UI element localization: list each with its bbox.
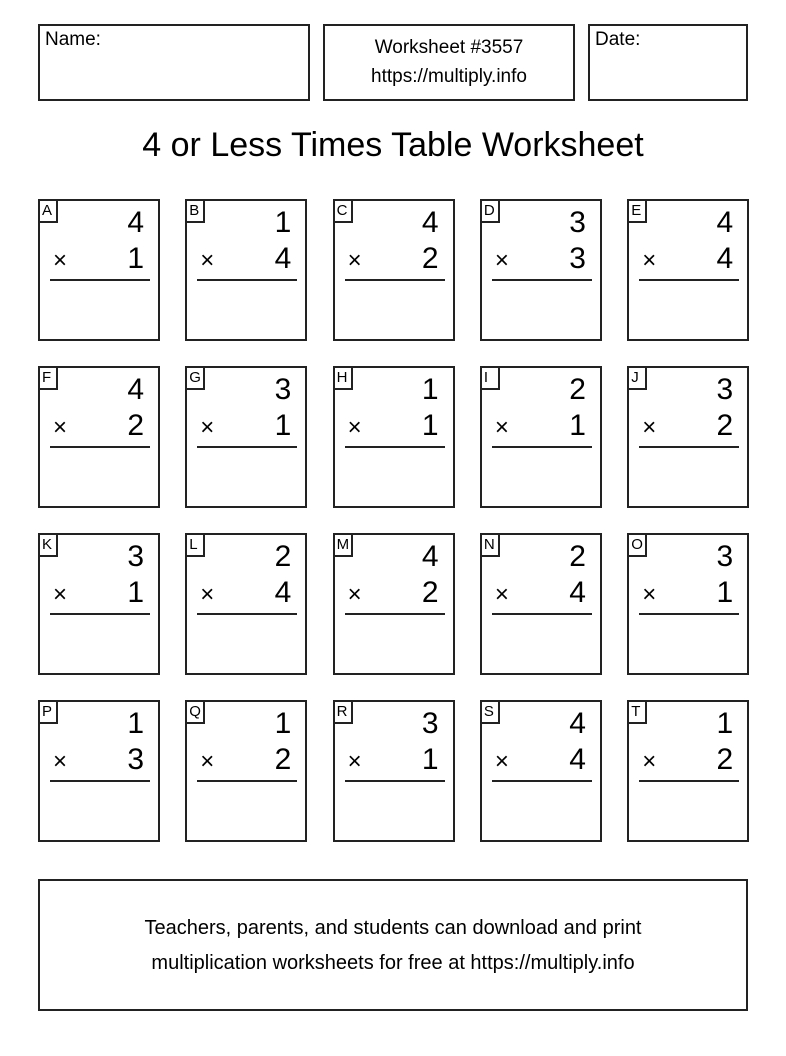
multiply-sign-icon: × — [642, 247, 657, 274]
problem-label: M — [335, 535, 353, 557]
multiplier: 2 — [421, 242, 439, 275]
multiply-sign-icon: × — [200, 581, 215, 608]
multiplicand: 1 — [274, 206, 292, 239]
multiplicand: 1 — [716, 707, 734, 740]
multiplicand: 4 — [421, 540, 439, 573]
multiplier: 2 — [716, 743, 734, 776]
multiplier: 3 — [127, 743, 144, 776]
problem-box[interactable] — [480, 700, 602, 842]
multiplier: 2 — [421, 576, 439, 609]
problem-box[interactable] — [38, 366, 160, 508]
problem-box[interactable] — [480, 366, 602, 508]
multiplicand: 4 — [127, 373, 144, 406]
multiplicand: 2 — [569, 540, 586, 573]
problem-box[interactable] — [333, 366, 455, 508]
answer-line — [492, 446, 592, 448]
multiplier: 2 — [274, 743, 292, 776]
answer-line — [197, 613, 297, 615]
multiply-sign-icon: × — [642, 581, 657, 608]
problem-label: E — [629, 201, 647, 223]
answer-line — [197, 446, 297, 448]
problem-box[interactable] — [38, 533, 160, 675]
problem-label: Q — [187, 702, 205, 724]
multiply-sign-icon: × — [53, 581, 68, 608]
answer-line — [345, 613, 445, 615]
multiplier: 1 — [127, 576, 144, 609]
problem-label: N — [482, 535, 500, 557]
multiplier: 1 — [127, 242, 144, 275]
date-label: Date: — [595, 29, 641, 50]
multiply-sign-icon: × — [494, 247, 509, 274]
multiplier: 2 — [716, 409, 734, 442]
multiplicand: 3 — [569, 206, 586, 239]
answer-line — [639, 279, 739, 281]
multiply-sign-icon: × — [347, 414, 362, 441]
multiplier: 4 — [569, 576, 586, 609]
answer-line — [50, 279, 150, 281]
multiplicand: 4 — [569, 707, 586, 740]
multiplicand: 4 — [421, 206, 439, 239]
problem-box[interactable] — [38, 700, 160, 842]
multiplicand: 1 — [127, 707, 144, 740]
multiplicand: 3 — [716, 373, 734, 406]
multiplicand: 3 — [421, 707, 439, 740]
multiply-sign-icon: × — [347, 247, 362, 274]
problem-box[interactable] — [627, 533, 749, 675]
problem-box[interactable] — [38, 199, 160, 341]
answer-line — [197, 780, 297, 782]
footer-box — [38, 879, 748, 1011]
problem-box[interactable] — [185, 533, 307, 675]
problem-box[interactable] — [480, 199, 602, 341]
problem-label: L — [187, 535, 205, 557]
problem-label: K — [40, 535, 58, 557]
problem-box[interactable] — [333, 199, 455, 341]
worksheet-number: Worksheet #3557 — [374, 37, 524, 58]
answer-line — [492, 780, 592, 782]
problem-label: C — [335, 201, 353, 223]
multiplier: 4 — [274, 242, 292, 275]
problem-box[interactable] — [480, 533, 602, 675]
problem-box[interactable] — [627, 199, 749, 341]
name-label: Name: — [45, 29, 101, 50]
multiplicand: 2 — [274, 540, 292, 573]
problem-box[interactable] — [627, 366, 749, 508]
answer-line — [639, 446, 739, 448]
answer-line — [50, 613, 150, 615]
name-field[interactable] — [38, 24, 310, 101]
problem-label: F — [40, 368, 58, 390]
footer-line-1: Teachers, parents, and students can download and print — [144, 917, 642, 939]
multiply-sign-icon: × — [494, 581, 509, 608]
problem-label: S — [482, 702, 500, 724]
multiplier: 1 — [274, 409, 292, 442]
footer-line-2: multiplication worksheets for free at https://multiply.info — [151, 952, 635, 974]
multiplier: 2 — [127, 409, 144, 442]
problem-label: R — [335, 702, 353, 724]
answer-line — [197, 279, 297, 281]
answer-line — [639, 780, 739, 782]
problem-label: H — [335, 368, 353, 390]
answer-line — [345, 780, 445, 782]
answer-line — [492, 613, 592, 615]
answer-line — [345, 279, 445, 281]
multiply-sign-icon: × — [200, 748, 215, 775]
problem-label: G — [187, 368, 205, 390]
answer-line — [50, 446, 150, 448]
multiplier: 1 — [421, 743, 439, 776]
multiplicand: 2 — [569, 373, 586, 406]
multiplier: 3 — [569, 242, 586, 275]
multiply-sign-icon: × — [347, 748, 362, 775]
problem-box[interactable] — [333, 533, 455, 675]
multiply-sign-icon: × — [53, 414, 68, 441]
problem-box[interactable] — [627, 700, 749, 842]
multiplier: 1 — [716, 576, 734, 609]
multiplier: 4 — [569, 743, 586, 776]
problem-label: T — [629, 702, 647, 724]
multiplicand: 4 — [716, 206, 734, 239]
problem-label: I — [482, 368, 500, 390]
answer-line — [492, 279, 592, 281]
answer-line — [345, 446, 445, 448]
multiplier: 4 — [274, 576, 292, 609]
problem-box[interactable] — [185, 700, 307, 842]
problem-box[interactable] — [333, 700, 455, 842]
answer-line — [639, 613, 739, 615]
multiplier: 4 — [716, 242, 734, 275]
problem-label: P — [40, 702, 58, 724]
multiplicand: 3 — [274, 373, 292, 406]
worksheet-info-box — [323, 24, 575, 101]
problem-label: A — [40, 201, 58, 223]
multiply-sign-icon: × — [642, 748, 657, 775]
multiply-sign-icon: × — [200, 247, 215, 274]
problem-label: D — [482, 201, 500, 223]
problem-box[interactable] — [185, 366, 307, 508]
multiplicand: 1 — [274, 707, 292, 740]
multiply-sign-icon: × — [200, 414, 215, 441]
problem-label: J — [629, 368, 647, 390]
problem-box[interactable] — [185, 199, 307, 341]
date-field[interactable] — [588, 24, 748, 101]
problem-label: B — [187, 201, 205, 223]
answer-line — [50, 780, 150, 782]
multiplier: 1 — [421, 409, 439, 442]
multiplicand: 4 — [127, 206, 144, 239]
multiply-sign-icon: × — [642, 414, 657, 441]
multiplicand: 1 — [421, 373, 439, 406]
multiplier: 1 — [569, 409, 586, 442]
multiplicand: 3 — [716, 540, 734, 573]
worksheet-url: https://multiply.info — [371, 66, 527, 87]
multiply-sign-icon: × — [53, 748, 68, 775]
multiply-sign-icon: × — [347, 581, 362, 608]
multiplicand: 3 — [127, 540, 144, 573]
multiply-sign-icon: × — [494, 748, 509, 775]
page-title: 4 or Less Times Table Worksheet — [142, 126, 644, 164]
multiply-sign-icon: × — [494, 414, 509, 441]
problem-label: O — [629, 535, 647, 557]
multiply-sign-icon: × — [53, 247, 68, 274]
